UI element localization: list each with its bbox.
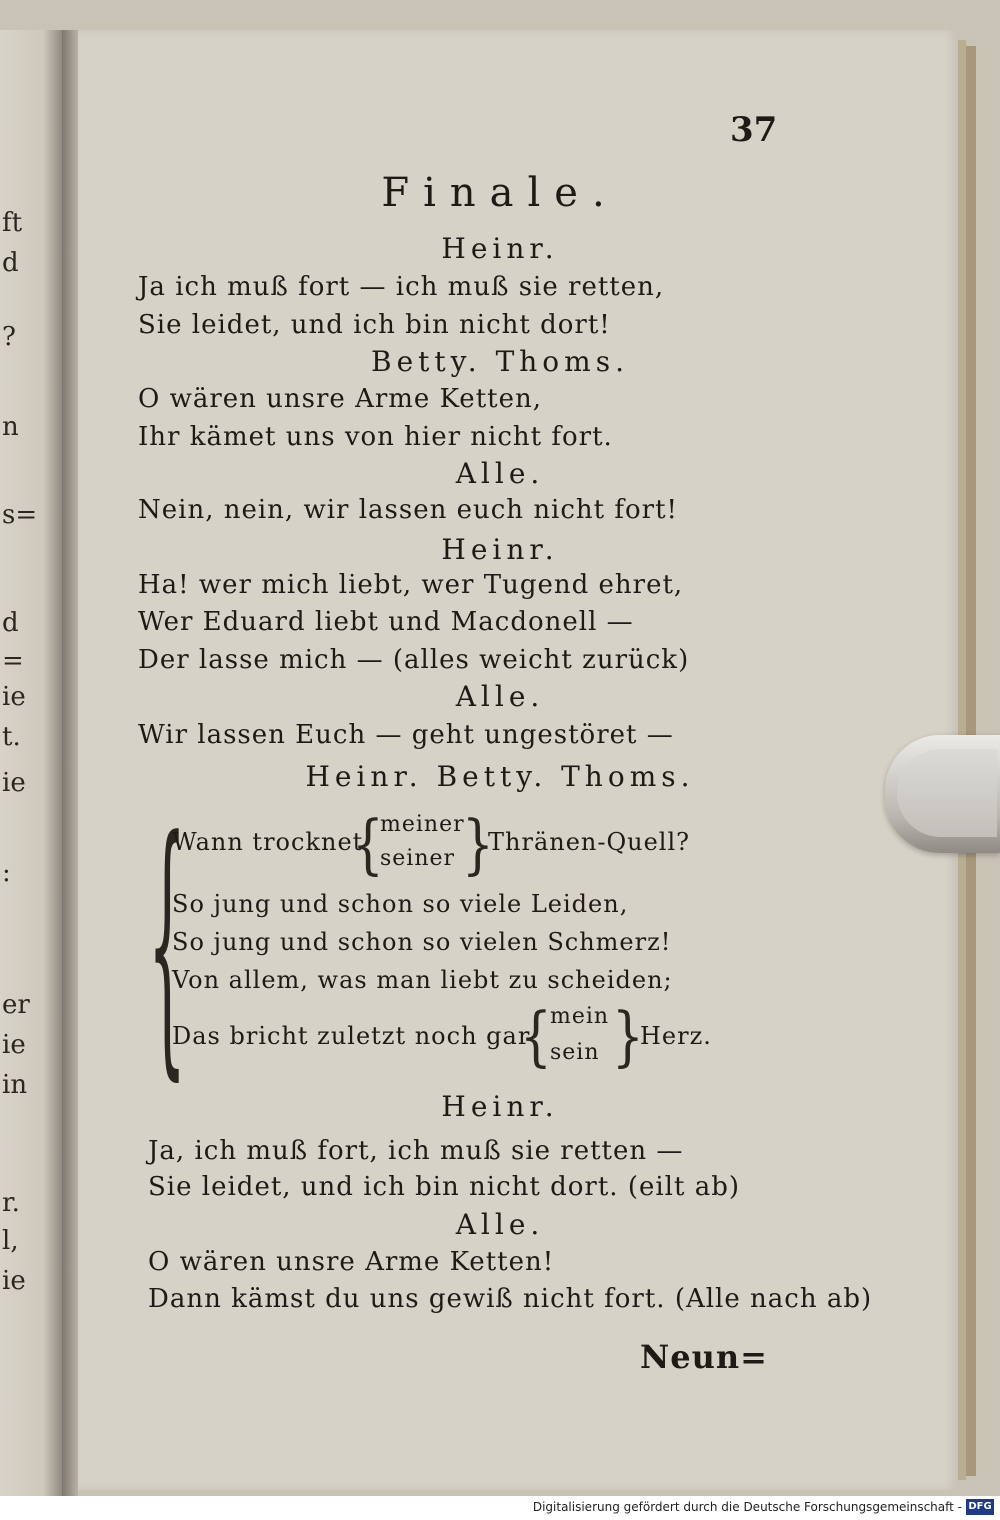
- brace: }: [612, 998, 644, 1075]
- ensemble-line: So jung und schon so viele Leiden,: [172, 890, 629, 918]
- left-page-fragment: d: [2, 248, 19, 278]
- left-page-fragment: ie: [2, 768, 26, 798]
- left-page-fragment: ie: [2, 682, 26, 712]
- ensemble-line: Thränen-Quell?: [488, 828, 691, 856]
- footer-credit: Digitalisierung gefördert durch die Deutsche Forschungsgemeinschaft -: [532, 1500, 962, 1514]
- left-brace: {: [148, 785, 187, 1107]
- footer-bar: [0, 1496, 1000, 1520]
- verse-line: Der lasse mich — (alles weicht zurück): [138, 645, 690, 675]
- brace: }: [462, 806, 494, 883]
- speaker-name: Heinr.: [441, 1090, 559, 1123]
- option-word: mein: [550, 1004, 610, 1029]
- left-page-fragment: ?: [2, 322, 16, 352]
- catchword: Neun=: [640, 1338, 768, 1376]
- left-page-fragment: ie: [2, 1030, 26, 1060]
- ensemble-line: So jung und schon so vielen Schmerz!: [172, 928, 672, 956]
- brace: {: [352, 806, 384, 883]
- verse-line: Ihr kämet uns von hier nicht fort.: [138, 422, 613, 452]
- verse-line: Ja ich muß fort — ich muß sie retten,: [138, 272, 665, 302]
- left-page-fragment: =: [2, 646, 24, 676]
- dfg-logo: DFG: [966, 1499, 994, 1515]
- left-page-fragment: t.: [2, 722, 21, 752]
- verse-line: O wären unsre Arme Ketten,: [138, 384, 542, 414]
- speaker-name: Alle.: [455, 457, 545, 490]
- verse-line: Sie leidet, und ich bin nicht dort. (eilt ab): [148, 1172, 741, 1202]
- left-page-fragment: :: [2, 858, 11, 888]
- verse-line: Wir lassen Euch — geht ungestöret —: [138, 720, 674, 750]
- left-page-fragment: er: [2, 990, 30, 1020]
- verse-line: Ha! wer mich liebt, wer Tugend ehret,: [138, 570, 684, 600]
- speaker-name: Alle.: [455, 1208, 545, 1241]
- left-page-fragment: s=: [2, 500, 38, 530]
- speaker-name: Betty. Thoms.: [371, 345, 629, 378]
- option-word: meiner: [380, 812, 465, 837]
- ensemble-line: Wann trocknet: [172, 828, 364, 856]
- brace: {: [520, 998, 552, 1075]
- verse-line: Nein, nein, wir lassen euch nicht fort!: [138, 495, 678, 525]
- page-title: Finale.: [381, 170, 619, 216]
- left-page-fragment: d: [2, 608, 19, 638]
- page-clip: [885, 735, 1000, 853]
- left-page-fragment: ft: [2, 208, 23, 238]
- left-page-fragment: l,: [2, 1226, 19, 1256]
- verse-line: Dann kämst du uns gewiß nicht fort. (Alle nach ab): [148, 1284, 873, 1314]
- left-page-fragment: ie: [2, 1266, 26, 1296]
- ensemble-line: Das bricht zuletzt noch gar: [172, 1022, 531, 1050]
- left-page-fragment: in: [2, 1070, 28, 1100]
- left-page-fragment: n: [2, 412, 19, 442]
- verse-line: Ja, ich muß fort, ich muß sie retten —: [148, 1136, 684, 1166]
- speaker-name: Heinr.: [441, 533, 559, 566]
- speaker-name: Heinr. Betty. Thoms.: [305, 760, 695, 793]
- speaker-name: Alle.: [455, 680, 545, 713]
- verse-line: O wären unsre Arme Ketten!: [148, 1247, 555, 1277]
- left-page-fragment: r.: [2, 1188, 20, 1218]
- verse-line: Sie leidet, und ich bin nicht dort!: [138, 310, 611, 340]
- ensemble-line: Von allem, was man liebt zu scheiden;: [172, 966, 673, 994]
- option-word: seiner: [380, 846, 456, 871]
- page-number: 37: [730, 110, 778, 150]
- option-word: sein: [550, 1040, 600, 1065]
- verse-line: Wer Eduard liebt und Macdonell —: [138, 607, 634, 637]
- speaker-name: Heinr.: [441, 232, 559, 265]
- ensemble-line: Herz.: [640, 1022, 712, 1050]
